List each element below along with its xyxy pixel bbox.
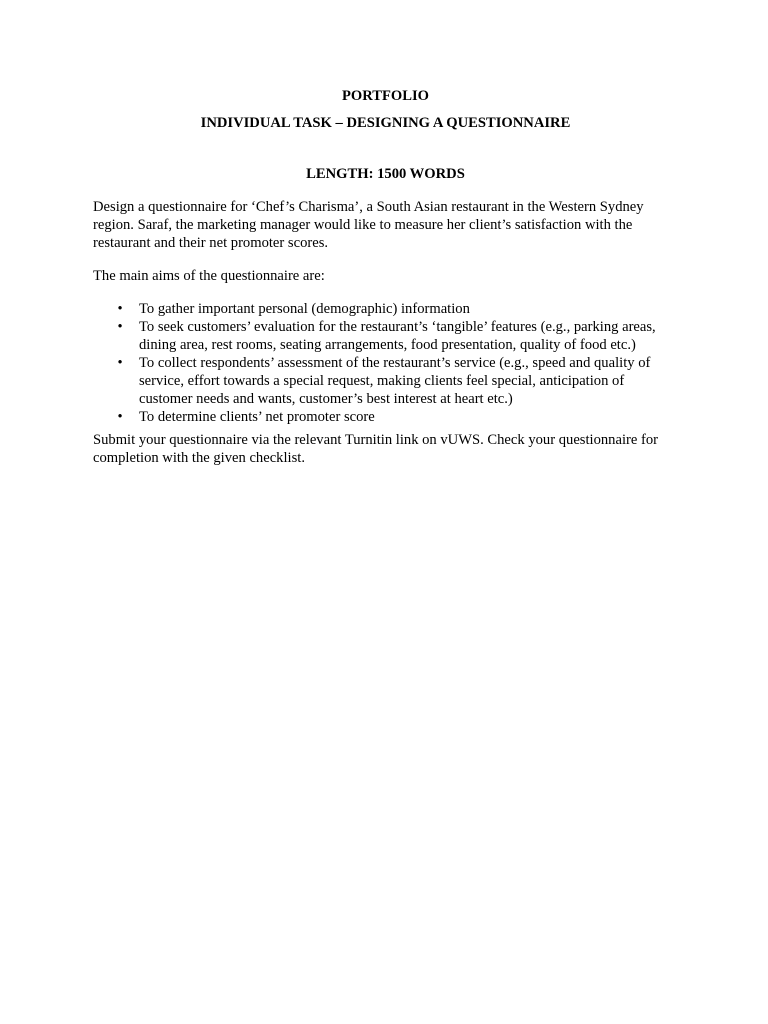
bullet-icon: • [117,409,123,425]
aim-text: To collect respondents’ assessment of the restaurant’s service (e.g., speed and quality of service, effort towards a special request, making clients feel special, anticipation of customer needs and wants, customer’s best interest at heart etc.) [139,355,651,407]
document-title: PORTFOLIO [341,88,430,104]
aim-text: To determine clients’ net promoter score [139,409,375,425]
aims-list-item [93,408,678,426]
bullet-icon: • [117,355,123,371]
aim-text: To gather important personal (demographic) information [139,301,470,317]
document-body [93,87,678,467]
length-heading: LENGTH: 1500 WORDS [306,166,465,182]
submission-paragraph: Submit your questionnaire via the relevant Turnitin link on vUWS. Check your questionnaire for completion with the given checklist. [93,432,659,466]
aims-list-item [93,300,678,318]
intro-paragraph: Design a questionnaire for ‘Chef’s Charisma’, a South Asian restaurant in the Western Sydney region. Saraf, the marketing manager would like to measure her client’s satisfaction with the restaurant and their net promoter scores. [93,199,644,251]
aims-list-item [93,318,678,354]
aims-intro: The main aims of the questionnaire are: [93,268,325,284]
task-heading: INDIVIDUAL TASK – DESIGNING A QUESTIONNAIRE [200,115,571,131]
aims-list-item [93,354,678,408]
bullet-icon: • [117,301,123,317]
aims-list [93,300,678,426]
bullet-icon: • [117,319,123,335]
aim-text: To seek customers’ evaluation for the restaurant’s ‘tangible’ features (e.g., parking areas, dining area, rest rooms, seating arrangements, food presentation, quality of food etc.) [139,319,656,353]
